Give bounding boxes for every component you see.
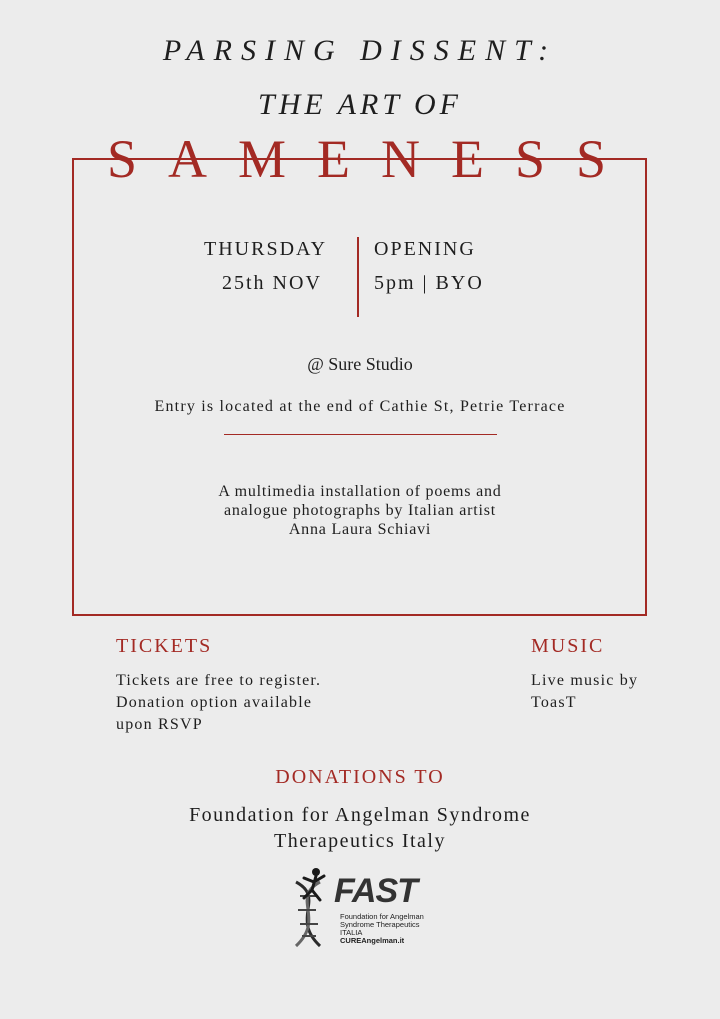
title-line-3: SAMENESS (106, 129, 638, 189)
description (0, 482, 720, 539)
music-heading: MUSIC (531, 635, 605, 657)
logo-url[interactable]: CUREAngelman.it (340, 936, 405, 945)
opening-time: 5pm | BYO (374, 272, 484, 294)
event-frame (72, 158, 647, 616)
donations-heading: DONATIONS TO (275, 766, 445, 788)
tickets-info (116, 670, 321, 736)
logo-line: ITALIA (340, 928, 363, 937)
dna-figure-icon (286, 866, 334, 950)
opening-label: OPENING (374, 238, 476, 260)
title-line-1: PARSING DISSENT: (162, 34, 558, 67)
venue: @ Sure Studio (307, 354, 413, 374)
description-line: Anna Laura Schiavi (288, 521, 432, 538)
logo-line: Syndrome Therapeutics (340, 920, 420, 929)
divider-horizontal (224, 434, 497, 435)
donations-line: Therapeutics Italy (274, 830, 446, 852)
donations-recipient (0, 802, 720, 854)
fast-logo (286, 866, 436, 950)
tickets-line: upon RSVP (116, 716, 203, 733)
donations-line: Foundation for Angelman Syndrome (189, 804, 531, 826)
logo-wordmark: FAST (334, 872, 417, 910)
logo-line: Foundation for Angelman (340, 912, 424, 921)
description-line: analogue photographs by Italian artist (223, 502, 497, 519)
event-day: THURSDAY (204, 238, 328, 260)
divider-vertical (357, 237, 359, 317)
entry-info: Entry is located at the end of Cathie St, Petrie Terrace (154, 398, 566, 415)
tickets-heading: TICKETS (116, 635, 213, 657)
description-line: A multimedia installation of poems and (218, 483, 502, 500)
tickets-line: Donation option available (116, 694, 313, 711)
tickets-line: Tickets are free to register. (116, 672, 322, 689)
music-line: Live music by (531, 672, 639, 689)
event-date: 25th NOV (222, 272, 322, 294)
music-info (531, 670, 638, 714)
title-line-2: THE ART OF (258, 88, 462, 121)
music-line: ToasT (531, 694, 577, 711)
